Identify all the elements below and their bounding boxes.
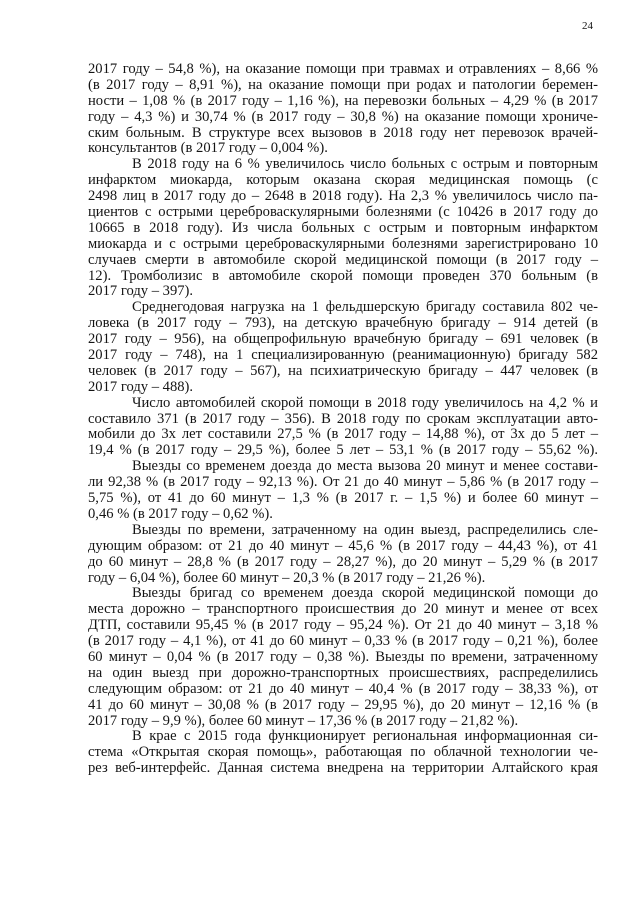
text-line: 2017 году – 9,9 %), более 60 минут – 17,36 % (в 2017 году – 21,82 %). — [88, 712, 519, 729]
text-line: 2017 году – 488). — [88, 378, 194, 395]
text-line: 2017 году – 54,8 %), на оказание помощи при травмах и отравлениях – 8,66 % — [88, 61, 598, 77]
text-line: Выезды со временем доезда до места вызова 20 минут и менее состави- — [132, 458, 598, 475]
text-line: (в 2017 году – 8,91 %), на оказание помощи при родах и патологии беремен- — [88, 76, 598, 93]
text-line: миокарда и с острыми цереброваскулярными болезнями зарегистрировано 10 — [88, 235, 598, 252]
text-line: В 2018 году на 6 % увеличилось число больных с острым и повторным — [132, 156, 598, 173]
text-line: на один выезд при дорожно-транспортных происшествиях, распределились — [88, 664, 598, 681]
text-line: до 60 минут – 28,8 % (в 2017 году – 28,27 %), до 20 минут – 5,29 % (в 2017 — [88, 553, 598, 570]
text-line: 2017 году – 397). — [88, 283, 194, 300]
text-line: стема «Открытая скорая помощь», работающая по облачной технологии че- — [88, 744, 598, 761]
text-line: 2017 году – 748), на 1 специализированную (реанимационную) бригаду 582 — [88, 347, 598, 364]
text-line: консультантов (в 2017 году – 0,004 %). — [88, 140, 328, 157]
text-line: 60 минут – 0,04 % (в 2017 году – 0,38 %). Выезды по времени, затраченному — [88, 648, 598, 665]
text-line: циентов с острыми цереброваскулярными болезнями (с 10426 в 2017 году до — [88, 204, 598, 221]
text-line: рез веб-интерфейс. Данная система внедрена на территории Алтайского края — [88, 760, 598, 777]
text-line: 5,75 %), от 41 до 60 минут – 1,3 % (в 2017 г. – 1,5 %) и более 60 минут – — [88, 490, 598, 507]
text-line: году – 6,04 %), более 60 минут – 20,3 % (в 2017 году – 21,26 %). — [88, 569, 486, 586]
text-line: 0,46 % (в 2017 году – 0,62 %). — [88, 505, 273, 522]
text-line: году – 4,3 %) и 30,74 % (в 2017 году – 30,8 %) на оказание помощи хрониче- — [88, 108, 598, 125]
text-line: ловека (в 2017 году – 793), на детскую врачебную бригаду – 914 детей (в — [88, 315, 598, 332]
text-line: 2017 году – 956), на общепрофильную врачебную бригаду – 691 человек (в — [88, 331, 598, 348]
page-number: 24 — [582, 20, 593, 32]
text-line: 2498 лиц в 2017 году до – 2648 в 2018 году). На 2,3 % увеличилось число па- — [88, 188, 598, 205]
text-line: В крае с 2015 года функционирует региональная информационная си- — [132, 728, 598, 745]
body-text — [88, 62, 598, 777]
text-line: Среднегодовая нагрузка на 1 фельдшерскую бригаду составила 802 че- — [132, 299, 598, 316]
text-line: 12). Тромболизис в автомобиле скорой помощи проведен 370 больным (в — [88, 267, 598, 284]
text-line: ли 92,38 % (в 2017 году – 92,13 %). От 21 до 40 минут – 5,86 % (в 2017 году – — [88, 474, 598, 491]
text-line: случаев смерти в автомобиле скорой медицинской помощи (в 2017 году – — [88, 251, 598, 268]
text-line: ности – 1,08 % (в 2017 году – 1,16 %), на перевозки больных – 4,29 % (в 2017 — [88, 92, 598, 109]
text-line: следующим образом: от 21 до 40 минут – 40,4 % (в 2017 году – 38,33 %), от — [88, 680, 598, 697]
text-line: Выезды бригад со временем доезда скорой медицинской помощи до — [132, 585, 598, 602]
text-line: 19,4 % (в 2017 году – 29,5 %), более 5 лет – 53,1 % (в 2017 году – 55,62 %). — [88, 442, 598, 459]
text-line: ДТП, составили 95,45 % (в 2017 году – 95,24 %). От 21 до 40 минут – 3,18 % — [88, 617, 598, 634]
text-line: мобили до 3х лет составили 27,5 % (в 2017 году – 14,88 %), от 3х до 5 лет – — [88, 426, 598, 443]
text-line: 41 до 60 минут – 30,08 % (в 2017 году – 29,95 %), до 20 минут – 12,16 % (в — [88, 696, 598, 713]
text-line: инфарктом миокарда, которым оказана скорая медицинская помощь (с — [88, 172, 598, 189]
text-line: ским больным. В структуре всех вызовов в 2018 году нет перевозок врачей- — [88, 124, 598, 141]
text-line: Выезды по времени, затраченному на один выезд, распределились сле- — [132, 521, 598, 538]
text-line: Число автомобилей скорой помощи в 2018 году увеличилось на 4,2 % и — [132, 394, 598, 411]
text-line: дующим образом: от 21 до 40 минут – 45,6 % (в 2017 году – 44,43 %), от 41 — [88, 537, 598, 554]
text-line: (в 2017 году – 4,1 %), от 41 до 60 минут – 0,33 % (в 2017 году – 0,21 %), более — [88, 633, 598, 650]
text-line: места дорожно – транспортного происшествия до 20 минут и менее от всех — [88, 601, 598, 618]
text-line: составило 371 (в 2017 году – 356). В 2018 году по срокам эксплуатации авто- — [88, 410, 598, 427]
text-line: человек (в 2017 году – 567), на психиатрическую бригаду – 447 человек (в — [88, 362, 598, 379]
text-line: 10665 в 2018 году). Из числа больных с острым и повторным инфарктом — [88, 219, 598, 236]
